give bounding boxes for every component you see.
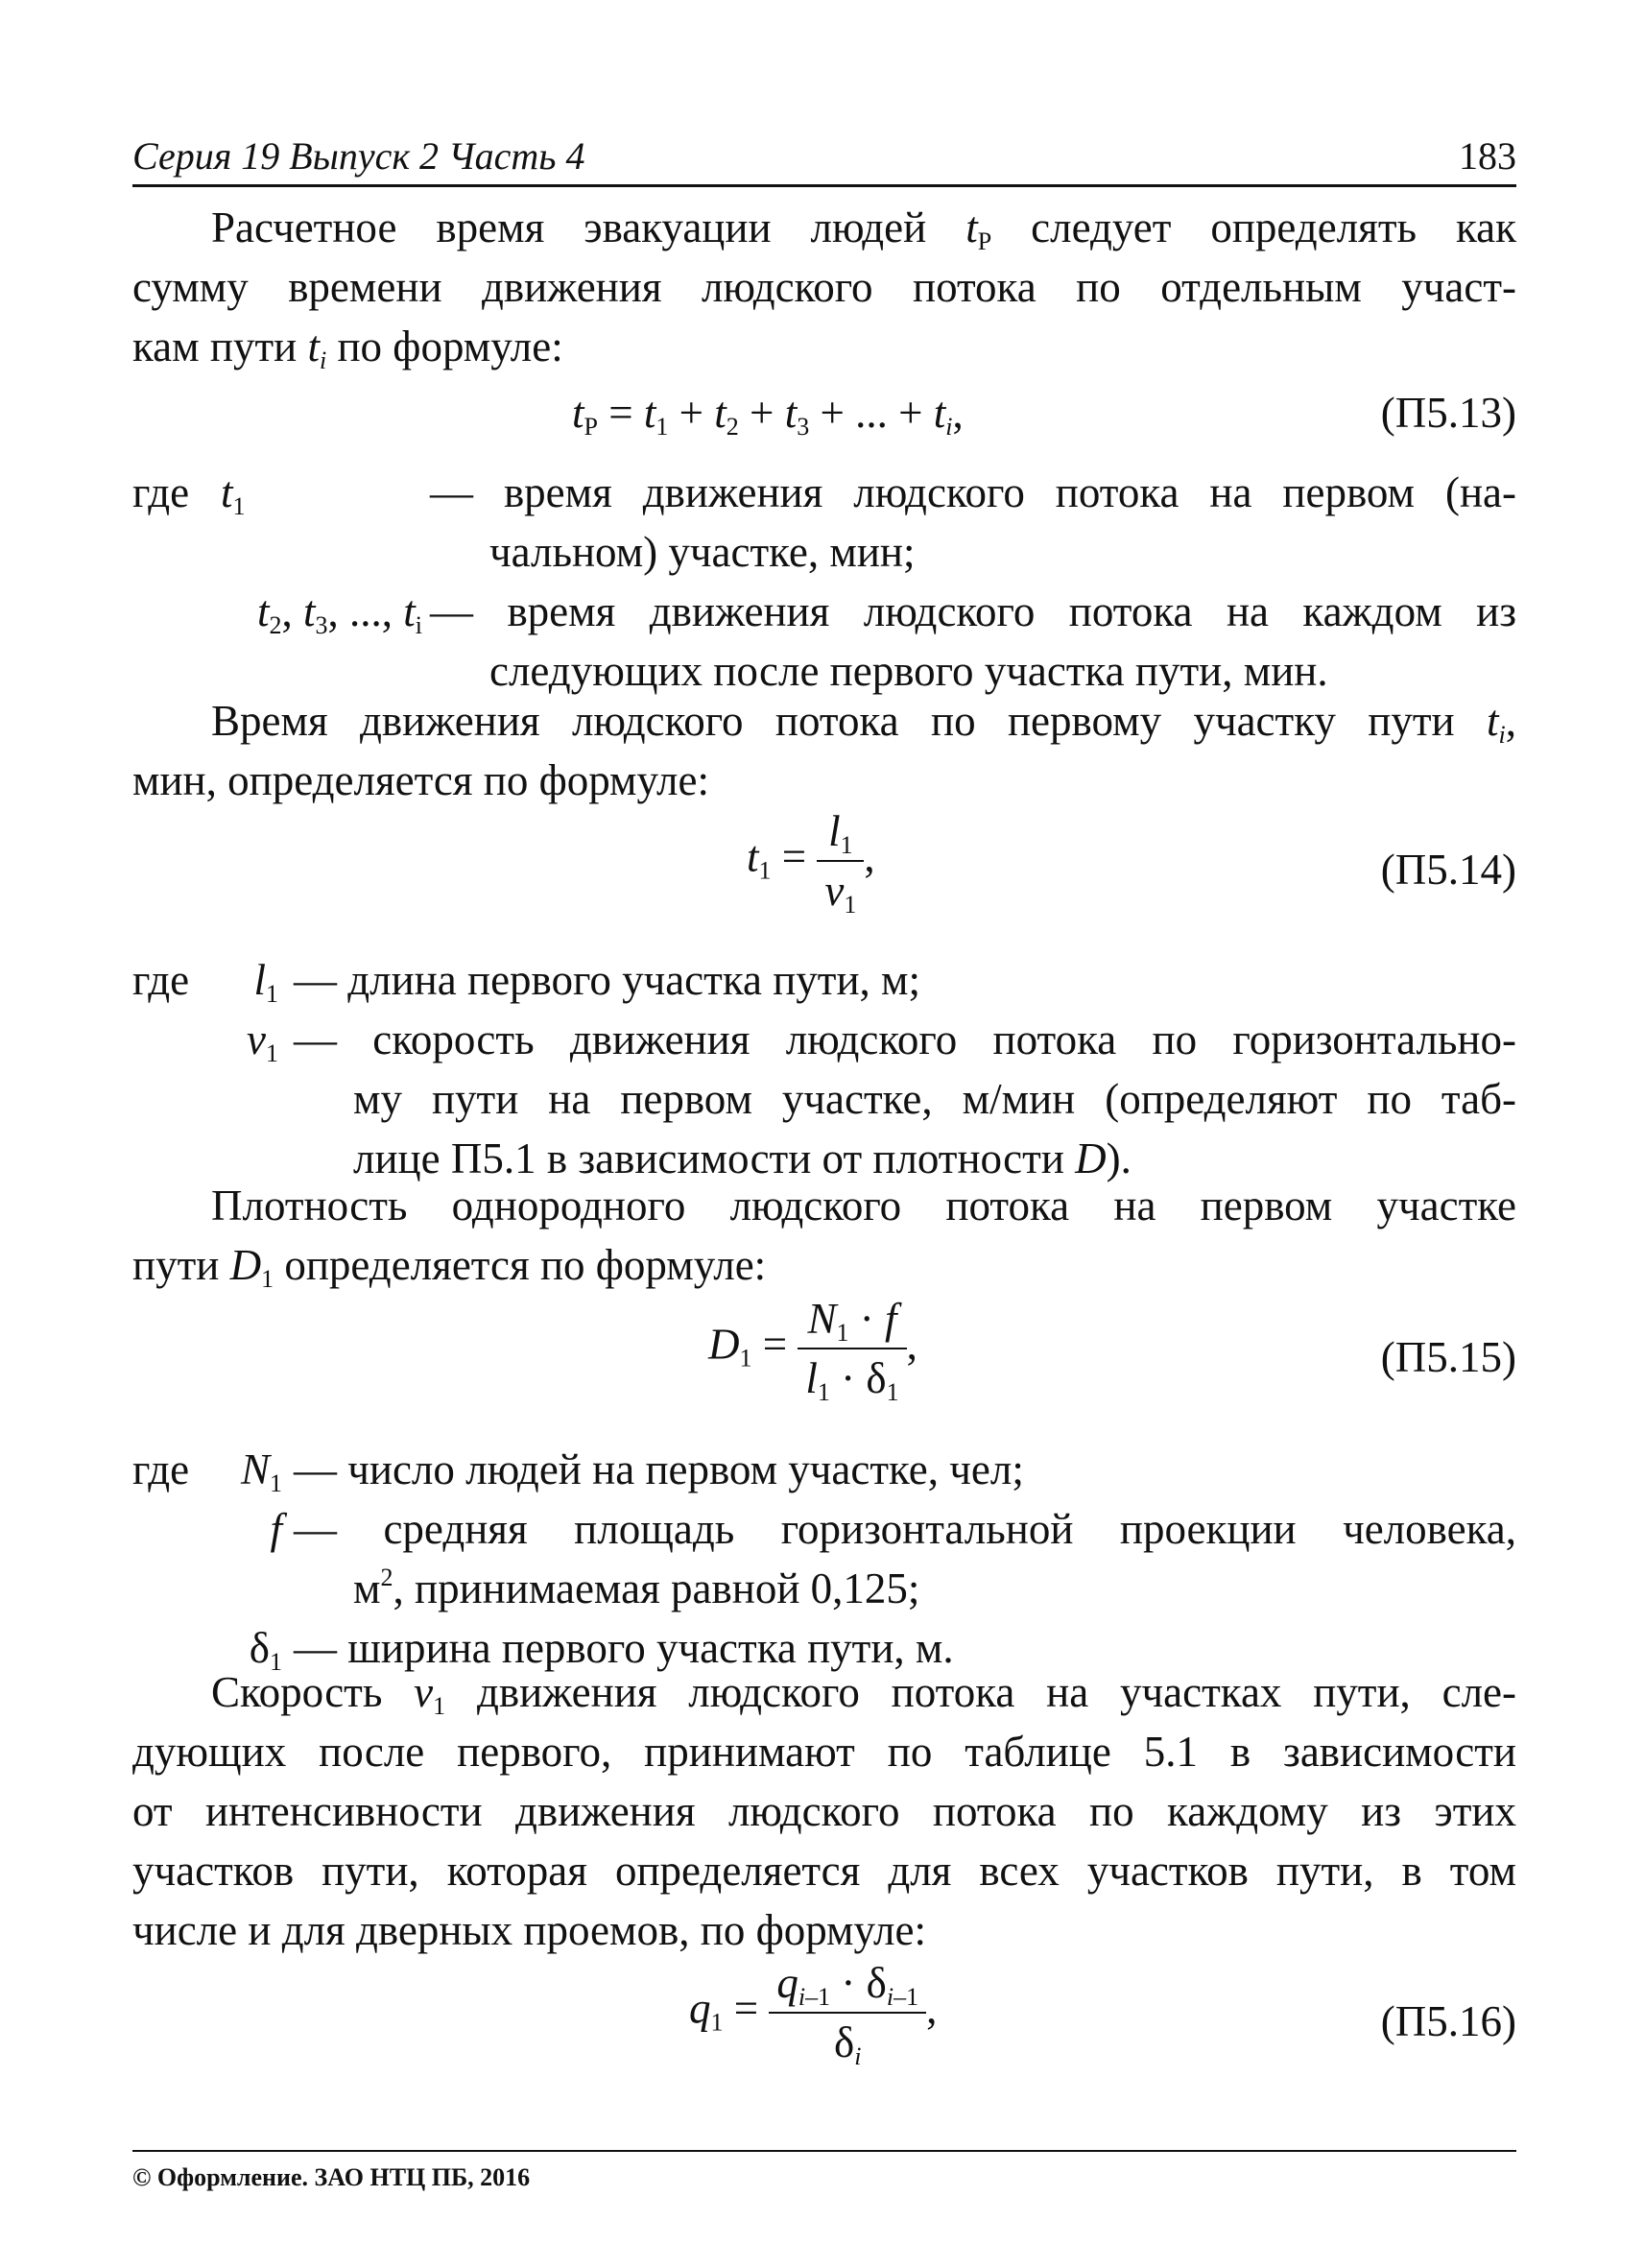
legend-row: $t_2$, $t_3$, ..., $t_i$ — время движения людского потока на каждом из следующих после первого участка пути, мин.	[256, 587, 1516, 695]
equation-number: (П5.15)	[1380, 1333, 1516, 1381]
equation-p5-13	[132, 384, 1516, 443]
formula: $t_1$ = $\frac{l_1}{v_1}$ ,	[747, 807, 875, 919]
formula: $t_Р = t_1 + t_2 + t_3$ + ... + $t_i$,	[572, 389, 964, 441]
paragraph-speed: Скорость $v_1$ движения людского потока на участках пути, сле- дующих после первого, принимают по таблице 5.1 в зависимости от интенсивности движения людского потока по каждому из этих участков пути, которая определяется для всех участков пути, в том числе и для дверных проемов, по формуле:	[132, 1668, 1516, 1954]
equation-p5-14	[132, 806, 1516, 941]
footer-copyright: © Оформление. ЗАО НТЦ ПБ, 2016	[132, 2163, 531, 2191]
legend-row: где $l_1$ — длина первого участка пути, м;	[132, 956, 921, 1008]
legend-row: $\delta_1$ — ширина первого участка пути, м.	[249, 1624, 954, 1676]
page-number: 183	[1459, 134, 1516, 178]
footer-divider	[132, 2150, 1516, 2152]
equation-number: (П5.16)	[1380, 1997, 1516, 2045]
equation-p5-16	[132, 1958, 1516, 2092]
formula: $D_1$ = $\frac{N_1 \cdot f}{l_1 \cdot \delta_1}$ ,	[708, 1295, 917, 1406]
legend-row: f — средняя площадь горизонтальной проекции человека, $м^2$, принимаемая равной 0,125;	[270, 1505, 1516, 1612]
legend-row: где $N_1$ — число людей на первом участке, чел;	[132, 1445, 1024, 1497]
legend-row: $v_1$ — скорость движения людского потока по горизонтально- му пути на первом участке, м/мин (определяют по таб- лице П5.1 в зависимости от плотности D).	[247, 1015, 1516, 1182]
paragraph-first-section-time: Время движения людского потока по первому участку пути $t_i$, мин, определяется по формуле:	[132, 697, 1516, 804]
equation-p5-15	[132, 1294, 1516, 1428]
formula: $q_1$ = $\frac{q_{i-1} \cdot \delta_{i-1}}{\delta_i}$ ,	[689, 1959, 938, 2070]
equation-number: (П5.14)	[1380, 846, 1516, 894]
legend-p5-14	[132, 950, 1516, 1188]
legend-p5-15	[132, 1440, 1516, 1678]
paragraph-evacuation-time: Расчетное время эвакуации людей $t_Р$ следует определять как сумму времени движения людского потока по отдельным участ- кам пути $t_i$ по формуле:	[132, 203, 1516, 374]
paragraph-density: Плотность однородного людского потока на первом участке пути $D_1$ определяется по формуле:	[132, 1182, 1516, 1293]
series-title: Серия 19 Выпуск 2 Часть 4	[132, 134, 585, 178]
page-header	[132, 123, 1516, 187]
legend-p5-13	[132, 463, 1516, 701]
equation-number: (П5.13)	[1380, 389, 1516, 437]
legend-row: где $t_1$ — время движения людского потока на первом (на- чальном) участке, мин;	[132, 468, 1516, 576]
